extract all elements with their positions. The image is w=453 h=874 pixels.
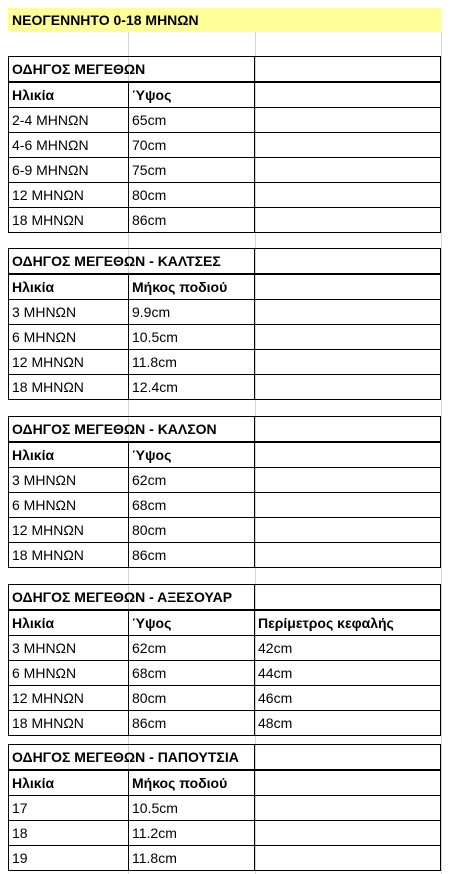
cell-age[interactable]: 18 ΜΗΝΩΝ (9, 375, 129, 400)
table-row (9, 133, 441, 158)
column-header-age[interactable]: Ηλικία (9, 442, 129, 468)
cell-shoe-size[interactable]: 17 (9, 796, 129, 821)
table-row (9, 183, 441, 208)
cell-empty[interactable] (255, 518, 441, 543)
table-row (9, 158, 441, 183)
column-header-age[interactable]: Ηλικία (9, 770, 129, 796)
cell-shoe-size[interactable]: 19 (9, 846, 129, 871)
cell-empty[interactable] (255, 821, 441, 846)
column-header-empty[interactable] (255, 82, 441, 108)
column-header-age[interactable]: Ηλικία (9, 610, 129, 636)
column-header-age[interactable]: Ηλικία (9, 82, 129, 108)
column-header-empty[interactable] (255, 770, 441, 796)
empty-cell[interactable] (255, 745, 441, 771)
cell-shoe-size[interactable]: 18 (9, 821, 129, 846)
cell-height[interactable]: 68cm (129, 661, 255, 686)
cell-empty[interactable] (255, 158, 441, 183)
table-row (9, 325, 441, 350)
cell-empty[interactable] (255, 325, 441, 350)
column-header-height[interactable]: Ύψος (129, 442, 255, 468)
cell-empty[interactable] (255, 493, 441, 518)
empty-cell[interactable] (255, 417, 441, 443)
sheet-title: ΝΕΟΓΕΝΝΗΤΟ 0-18 ΜΗΝΩΝ (12, 12, 199, 28)
cell-empty[interactable] (255, 468, 441, 493)
cell-head-circumference[interactable]: 46cm (255, 686, 441, 711)
table-heading[interactable]: ΟΔΗΓΟΣ ΜΕΓΕΘΩΝ - ΚΑΛΣΟΝ (9, 417, 255, 443)
cell-empty[interactable] (255, 543, 441, 568)
column-header-foot-length[interactable]: Μήκος ποδιού (129, 770, 255, 796)
column-header-head-circumference[interactable]: Περίμετρος κεφαλής (255, 610, 441, 636)
cell-head-circumference[interactable]: 48cm (255, 711, 441, 736)
column-header-height[interactable]: Ύψος (129, 82, 255, 108)
cell-foot-length[interactable]: 11.2cm (129, 821, 255, 846)
cell-foot-length[interactable]: 9.9cm (129, 300, 255, 325)
table-heading[interactable]: ΟΔΗΓΟΣ ΜΕΓΕΘΩΝ - ΑΞΕΣΟΥΑΡ (9, 585, 255, 611)
column-header-empty[interactable] (255, 442, 441, 468)
cell-age[interactable]: 18 ΜΗΝΩΝ (9, 208, 129, 233)
cell-foot-length[interactable]: 10.5cm (129, 796, 255, 821)
cell-height[interactable]: 86cm (129, 543, 255, 568)
cell-height[interactable]: 75cm (129, 158, 255, 183)
table-row (9, 208, 441, 233)
table-row (9, 108, 441, 133)
cell-foot-length[interactable]: 11.8cm (129, 846, 255, 871)
cell-age[interactable]: 6 ΜΗΝΩΝ (9, 325, 129, 350)
cell-age[interactable]: 18 ΜΗΝΩΝ (9, 711, 129, 736)
column-header-empty[interactable] (255, 274, 441, 300)
table-row (9, 543, 441, 568)
column-gridline (441, 32, 442, 874)
cell-empty[interactable] (255, 375, 441, 400)
cell-empty[interactable] (255, 208, 441, 233)
cell-empty[interactable] (255, 846, 441, 871)
cell-empty[interactable] (255, 108, 441, 133)
cell-height[interactable]: 62cm (129, 468, 255, 493)
cell-height[interactable]: 80cm (129, 518, 255, 543)
table-heading[interactable]: ΟΔΗΓΟΣ ΜΕΓΕΘΩΝ (9, 57, 255, 83)
cell-empty[interactable] (255, 183, 441, 208)
column-header-foot-length[interactable]: Μήκος ποδιού (129, 274, 255, 300)
cell-head-circumference[interactable]: 44cm (255, 661, 441, 686)
cell-height[interactable]: 86cm (129, 208, 255, 233)
cell-foot-length[interactable]: 12.4cm (129, 375, 255, 400)
cell-age[interactable]: 3 ΜΗΝΩΝ (9, 300, 129, 325)
cell-foot-length[interactable]: 10.5cm (129, 325, 255, 350)
cell-height[interactable]: 80cm (129, 686, 255, 711)
column-header-height[interactable]: Ύψος (129, 610, 255, 636)
cell-age[interactable]: 12 ΜΗΝΩΝ (9, 518, 129, 543)
cell-age[interactable]: 6 ΜΗΝΩΝ (9, 493, 129, 518)
size-guide-table (8, 56, 441, 233)
table-row (9, 711, 441, 736)
shoes-size-table (8, 744, 441, 871)
cell-age[interactable]: 6 ΜΗΝΩΝ (9, 661, 129, 686)
table-row (9, 636, 441, 661)
table-row (9, 821, 441, 846)
table-row (9, 468, 441, 493)
cell-height[interactable]: 86cm (129, 711, 255, 736)
table-row (9, 686, 441, 711)
column-header-age[interactable]: Ηλικία (9, 274, 129, 300)
cell-empty[interactable] (255, 133, 441, 158)
table-row (9, 796, 441, 821)
cell-age[interactable]: 3 ΜΗΝΩΝ (9, 468, 129, 493)
empty-cell[interactable] (255, 249, 441, 275)
cell-empty[interactable] (255, 350, 441, 375)
table-heading[interactable]: ΟΔΗΓΟΣ ΜΕΓΕΘΩΝ - ΚΑΛΤΣΕΣ (9, 249, 255, 275)
table-row (9, 846, 441, 871)
socks-size-table (8, 248, 441, 400)
table-row (9, 661, 441, 686)
accessories-size-table (8, 584, 441, 736)
cell-age[interactable]: 12 ΜΗΝΩΝ (9, 350, 129, 375)
cell-height[interactable]: 65cm (129, 108, 255, 133)
cell-height[interactable]: 68cm (129, 493, 255, 518)
empty-cell[interactable] (255, 585, 441, 611)
table-row (9, 518, 441, 543)
cell-age[interactable]: 18 ΜΗΝΩΝ (9, 543, 129, 568)
table-row (9, 300, 441, 325)
cell-empty[interactable] (255, 300, 441, 325)
table-row (9, 375, 441, 400)
cell-age[interactable]: 12 ΜΗΝΩΝ (9, 686, 129, 711)
cell-height[interactable]: 70cm (129, 133, 255, 158)
table-row (9, 350, 441, 375)
tights-size-table (8, 416, 441, 568)
cell-height[interactable]: 80cm (129, 183, 255, 208)
cell-age[interactable]: 2-4 ΜΗΝΩΝ (9, 108, 129, 133)
table-row (9, 493, 441, 518)
sheet-title-cell[interactable] (8, 8, 441, 32)
cell-age[interactable]: 4-6 ΜΗΝΩΝ (9, 133, 129, 158)
cell-age[interactable]: 12 ΜΗΝΩΝ (9, 183, 129, 208)
cell-head-circumference[interactable]: 42cm (255, 636, 441, 661)
empty-cell[interactable] (255, 57, 441, 83)
cell-foot-length[interactable]: 11.8cm (129, 350, 255, 375)
cell-height[interactable]: 62cm (129, 636, 255, 661)
table-heading[interactable]: ΟΔΗΓΟΣ ΜΕΓΕΘΩΝ - ΠΑΠΟΥΤΣΙΑ (9, 745, 255, 771)
cell-age[interactable]: 6-9 ΜΗΝΩΝ (9, 158, 129, 183)
cell-empty[interactable] (255, 796, 441, 821)
cell-age[interactable]: 3 ΜΗΝΩΝ (9, 636, 129, 661)
